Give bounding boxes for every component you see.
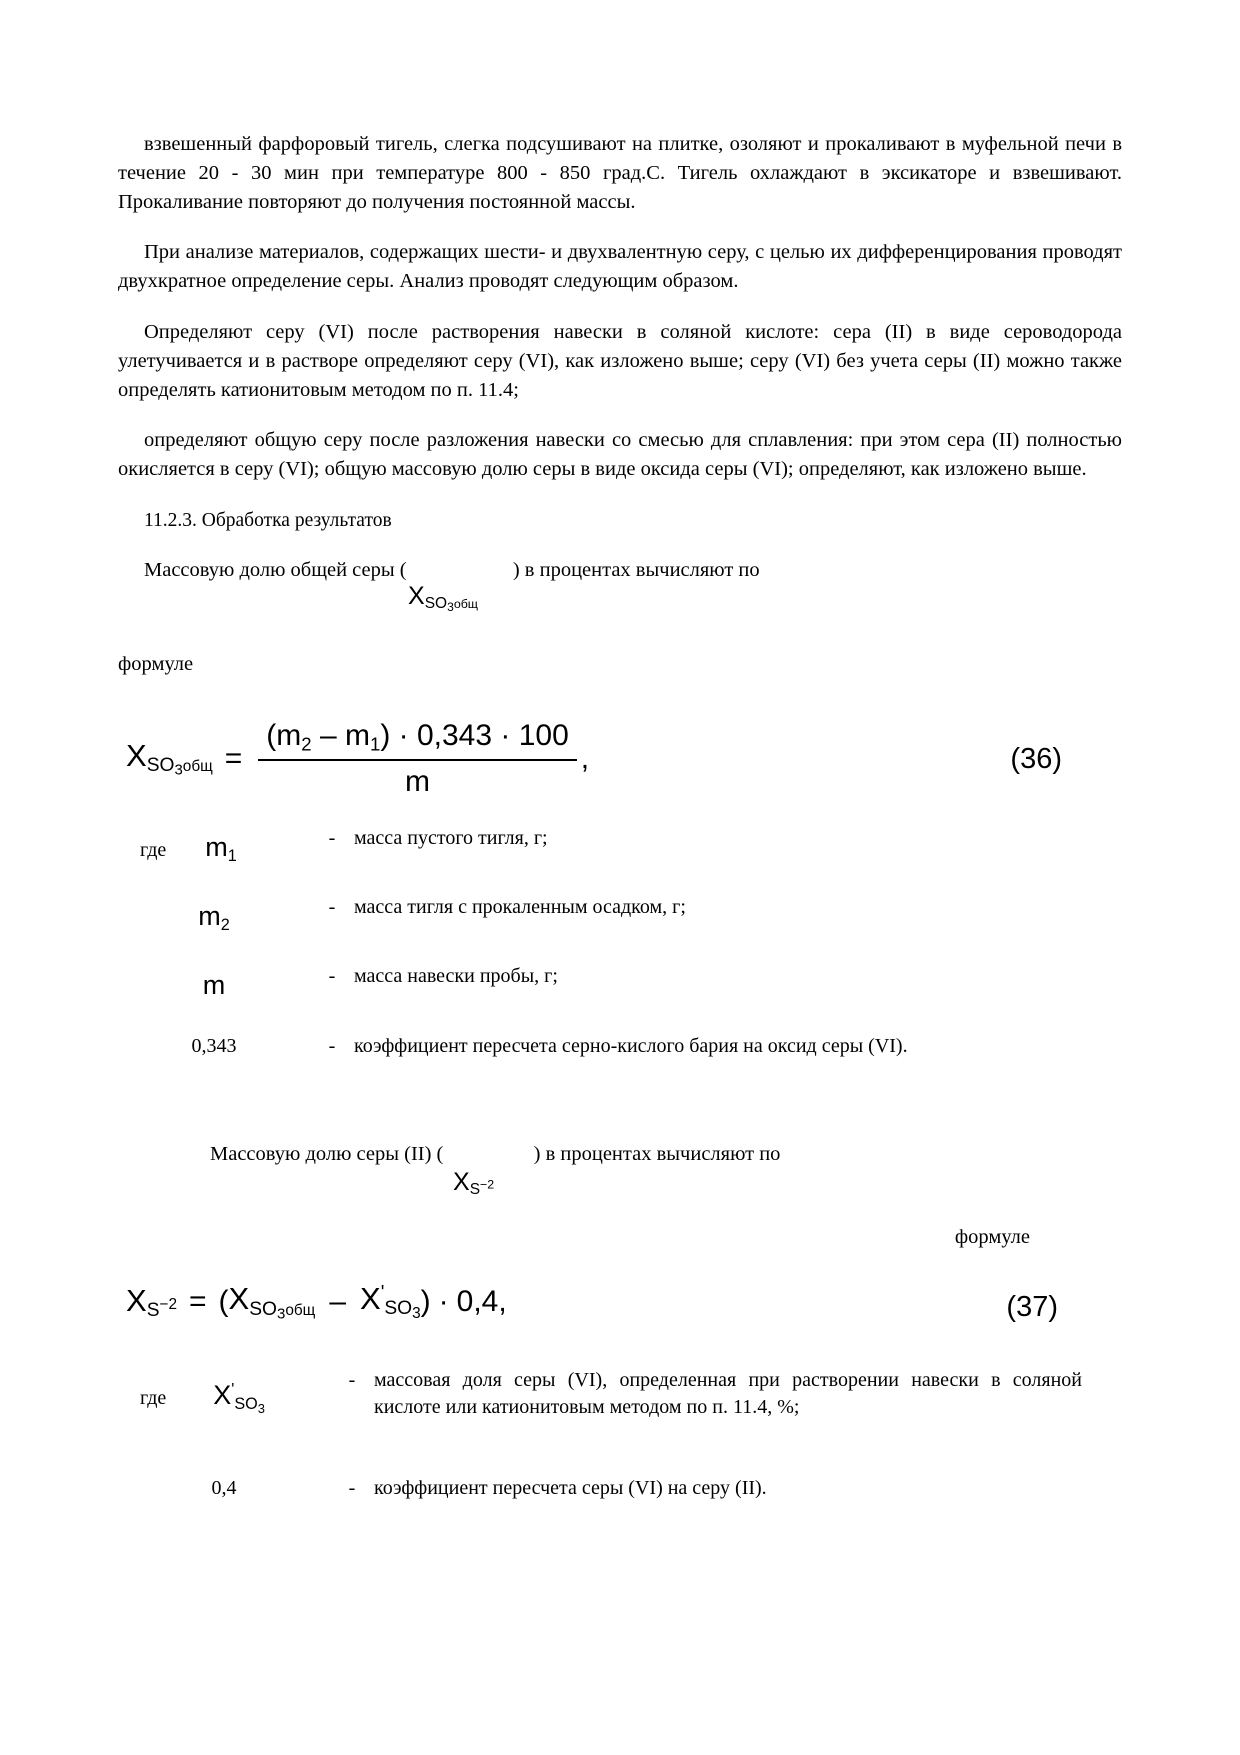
formula-36-comma: ,	[580, 741, 590, 775]
paragraph-3: Определяют серу (VI) после растворения навески в соляной кислоте: сера (II) в виде сероводорода улетучивается и в растворе определяют серу (VI), как изложено выше; серу (VI) без учета серы (II) можно также определять катионитовым методом по п. 11.4;	[118, 320, 1122, 401]
table-row	[118, 1447, 1122, 1528]
formula-37-dot: ·	[438, 1285, 449, 1319]
intro-total-continuation: формуле	[118, 653, 194, 676]
where-desc-m2: масса тигля с прокаленным осадком, г;	[354, 895, 686, 918]
where-label-37: где	[140, 1387, 167, 1410]
dash: -	[328, 964, 336, 987]
intro-total-lead: Массовую долю общей серы (	[144, 559, 407, 582]
intro-total-tail: ) в процентах вычисляют по	[512, 559, 760, 582]
where-desc-x-prime-so3: массовая доля серы (VI), определенная при растворении навески в соляной кислоте или катионитовым методом по п. 11.4, %;	[374, 1369, 1082, 1419]
table-row	[118, 1367, 1122, 1447]
formula-36-row	[118, 719, 1122, 815]
formula-37-coefficient: 0,4,	[456, 1285, 507, 1319]
paragraph-1: взвешенный фарфоровый тигель, слегка подсушивают на плитке, озоляют и прокаливают в муфельной печи в течение 20 - 30 мин при температуре 800 - 850 град.С. Тигель охлаждают в эксикаторе и взвешивают. Прокаливание повторяют до получения постоянной массы.	[118, 133, 1122, 214]
section-heading: 11.2.3. Обработка результатов	[144, 510, 392, 532]
dash: -	[328, 1035, 336, 1058]
dash: -	[328, 827, 336, 850]
formula-36-numerator: $(m_2 - m_1) \cdot 0,343 \cdot 100$	[258, 719, 576, 761]
intro-total-sulfur	[118, 556, 1122, 646]
intro-sulfur-ii-lead: Массовую долю серы (II) (	[210, 1143, 444, 1166]
where-desc-m: масса навески пробы, г;	[354, 964, 558, 987]
intro-sulfur-ii-tail: ) в процентах вычисляют по	[533, 1143, 781, 1166]
intro-sulfur-ii-continuation: формуле	[954, 1226, 1030, 1249]
coefficient-0343: 0,343	[191, 1035, 237, 1058]
table-row	[118, 963, 1122, 1029]
paragraph-2: При анализе материалов, содержащих шести- и двухвалентную серу, с целью их дифференцирования проводят двухкратное определение серы. Анализ проводят следующим образом.	[118, 241, 1122, 293]
paragraph-4: определяют общую серу после разложения навески со смесью для сплавления: при этом сера (II) полностью окисляется в серу (VI); общую массовую долю серы в виде оксида серы (VI); определяют, как изложено выше.	[118, 428, 1122, 480]
formula-37-term-2: $X'_{SO_3}$	[360, 1281, 421, 1323]
formula-37-lhs: $X_{S^{-2}}$	[126, 1282, 178, 1321]
table-row	[118, 1029, 1122, 1086]
where-desc-m1: масса пустого тигля, г;	[354, 827, 548, 850]
symbol-x-s-minus2-inline: $X_{S^{-2}}$	[453, 1168, 495, 1199]
formula-37-row	[118, 1283, 1122, 1353]
formula-36-equals: =	[224, 741, 243, 775]
symbol-m: m	[202, 969, 226, 1000]
dash: -	[348, 1477, 356, 1500]
where-label-36: где	[140, 839, 167, 862]
symbol-x-so3-obsh-inline: $X_{SO_3общ}$	[408, 582, 478, 615]
formula-37-close-paren: )	[420, 1285, 431, 1319]
where-table-37	[118, 1367, 1122, 1528]
symbol-x-prime-so3: $X'_{SO_3}$	[213, 1380, 265, 1416]
formula-37-term-1: $X_{SO_3общ}$	[228, 1281, 316, 1323]
formula-36-fraction	[258, 719, 576, 799]
formula-36-denominator: m	[405, 764, 431, 798]
coefficient-04: 0,4	[211, 1477, 237, 1500]
formula-36-number: (36)	[1010, 743, 1062, 776]
formula-36-lhs: $X_{SO_3общ}$	[126, 737, 213, 780]
where-desc-0343: коэффициент пересчета серно-кислого бария на оксид серы (VI).	[354, 1035, 908, 1058]
table-row	[118, 894, 1122, 963]
formula-37-number: (37)	[1006, 1291, 1058, 1324]
formula-37-equals: =	[189, 1285, 207, 1319]
where-table-36	[118, 825, 1122, 1086]
symbol-m2: $m_2$	[198, 900, 230, 934]
dash: -	[348, 1369, 356, 1392]
symbol-m1: $m_1$	[205, 832, 237, 866]
table-row	[118, 825, 1122, 894]
where-desc-04: коэффициент пересчета серы (VI) на серу (II).	[374, 1477, 767, 1500]
dash: -	[328, 895, 336, 918]
formula-37-minus: –	[329, 1285, 346, 1319]
intro-sulfur-ii	[118, 1140, 1122, 1236]
formula-37-open-paren: (	[218, 1285, 229, 1319]
